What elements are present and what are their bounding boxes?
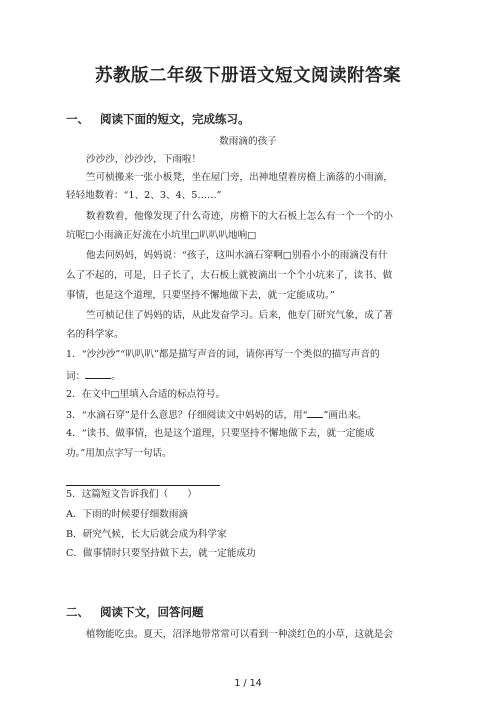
option-c: C．做事情时只要坚持做下去，就一定能成功 bbox=[66, 548, 256, 559]
answer-line[interactable] bbox=[66, 485, 220, 486]
option-a: A．下雨的时候要仔细数雨滴 bbox=[66, 509, 189, 520]
question-5: 5．这篇短文告诉我们（ ） bbox=[66, 489, 197, 500]
section-2-number: 二、 bbox=[66, 605, 89, 619]
story-paragraph: 轻轻地数着：“1、2、3、4、5……” bbox=[66, 190, 222, 201]
underline-sample bbox=[307, 407, 323, 418]
story-paragraph: 竺可桢记住了妈妈的话，从此发奋学习。后来，他专门研究气象，成了著 bbox=[86, 310, 393, 321]
section-1-number: 一、 bbox=[66, 112, 89, 126]
answer-blank[interactable] bbox=[85, 368, 111, 379]
section-1-heading-text: 阅读下面的短文，完成练习。 bbox=[100, 112, 250, 126]
section-2-heading bbox=[66, 604, 204, 620]
story-paragraph: 么了不起的，可是，日子长了，大石板上就被滴出一个个小坑来了，读书、做 bbox=[66, 270, 393, 281]
story-paragraph: 事情，也是这个道理，只要坚持不懈地做下去，就一定能成功。” bbox=[66, 290, 335, 301]
story-paragraph: 坑呢□小雨滴正好流在小坑里□叭叭叭地响□ bbox=[66, 230, 257, 241]
question-2: 2．在文中□里填入合适的标点符号。 bbox=[66, 389, 226, 400]
question-1-end: 。 bbox=[111, 371, 121, 382]
section-2-heading-text: 阅读下文，回答问题 bbox=[100, 605, 204, 619]
document-title: 苏教版二年级下册语文短文阅读附答案 bbox=[95, 66, 401, 86]
story-paragraph: 沙沙沙，沙沙沙，下雨啦！ bbox=[86, 154, 202, 165]
question-1: 1．“沙沙沙”“叭叭叭”都是描写声音的词，请你再写一个类似的描写声音的 bbox=[66, 349, 380, 360]
question-3-text: 3．“水滴石穿”是什么意思？仔细阅读文中妈妈的话，用“ bbox=[66, 410, 308, 421]
story-paragraph: 他去问妈妈，妈妈说：“孩子，这叫水滴石穿啊□别看小小的雨滴没有什 bbox=[86, 250, 388, 261]
question-4: 4．“读书、做事情，也是这个道理，只要坚持不懈地做下去，就一定能成 bbox=[66, 428, 375, 439]
section-2-paragraph: 植物能吃虫。夏天，沼泽地带常常可以看到一种淡红色的小草，这就是会 bbox=[86, 629, 393, 640]
question-1-prompt: 词： bbox=[66, 371, 86, 382]
story-paragraph: 数着数着，他像发现了什么奇迹，房檐下的大石板上怎么有一个一个的小 bbox=[86, 211, 393, 222]
page-number: 1 / 14 bbox=[234, 678, 262, 689]
story-paragraph: 竺可桢搬来一张小板凳，坐在屋门旁，出神地望着房檐上滴落的小雨滴， bbox=[86, 172, 393, 183]
section-1-heading bbox=[66, 111, 250, 127]
question-4-cont: 功。”用加点字写一句话。 bbox=[66, 448, 172, 459]
story-title: 数雨滴的孩子 bbox=[219, 136, 277, 147]
question-3 bbox=[66, 407, 430, 423]
option-b: B．研究气候，长大后就会成为科学家 bbox=[66, 529, 227, 540]
question-3-text-end: ”画出来。 bbox=[323, 410, 367, 421]
question-1-answer-line bbox=[66, 368, 430, 384]
story-paragraph: 名的科学家。 bbox=[66, 329, 124, 340]
